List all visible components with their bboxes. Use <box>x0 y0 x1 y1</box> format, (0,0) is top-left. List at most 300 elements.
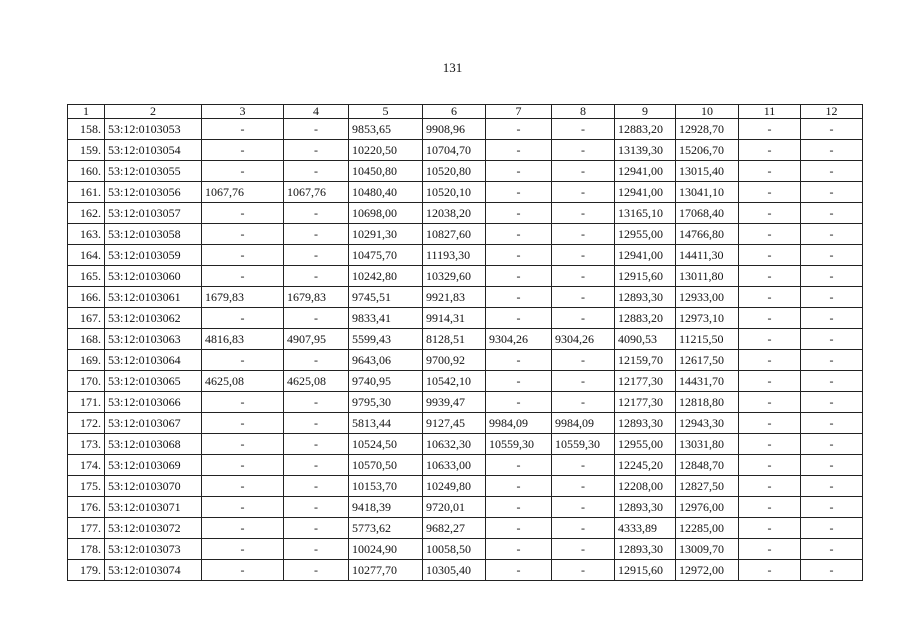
value-cell: 12972,00 <box>676 560 739 581</box>
value-cell: 12617,50 <box>676 350 739 371</box>
value-cell: - <box>552 140 615 161</box>
value-cell: - <box>202 518 284 539</box>
value-cell: 14431,70 <box>676 371 739 392</box>
value-cell: 12976,00 <box>676 497 739 518</box>
column-header-10: 10 <box>676 105 739 119</box>
value-cell: - <box>801 182 863 203</box>
value-cell: 12159,70 <box>615 350 676 371</box>
value-cell: - <box>284 266 349 287</box>
value-cell: - <box>801 140 863 161</box>
value-cell: 1679,83 <box>202 287 284 308</box>
value-cell: 12941,00 <box>615 161 676 182</box>
value-cell: - <box>202 350 284 371</box>
cadastral-number-cell: 53:12:0103071 <box>105 497 202 518</box>
value-cell: 9984,09 <box>486 413 552 434</box>
value-cell: - <box>202 308 284 329</box>
row-number-cell: 176. <box>68 497 105 518</box>
value-cell: 17068,40 <box>676 203 739 224</box>
value-cell: 13041,10 <box>676 182 739 203</box>
value-cell: - <box>739 119 801 140</box>
row-number-cell: 170. <box>68 371 105 392</box>
row-number-cell: 178. <box>68 539 105 560</box>
value-cell: - <box>284 455 349 476</box>
value-cell: - <box>801 350 863 371</box>
value-cell: - <box>739 350 801 371</box>
value-cell: 10291,30 <box>349 224 423 245</box>
table-row <box>68 560 863 581</box>
row-number-cell: 166. <box>68 287 105 308</box>
value-cell: 13015,40 <box>676 161 739 182</box>
cadastral-number-cell: 53:12:0103056 <box>105 182 202 203</box>
value-cell: - <box>801 371 863 392</box>
value-cell: 12177,30 <box>615 392 676 413</box>
value-cell: - <box>801 476 863 497</box>
value-cell: 9745,51 <box>349 287 423 308</box>
cadastral-number-cell: 53:12:0103065 <box>105 371 202 392</box>
value-cell: - <box>801 329 863 350</box>
value-cell: 12973,10 <box>676 308 739 329</box>
cadastral-number-cell: 53:12:0103073 <box>105 539 202 560</box>
value-cell: - <box>284 476 349 497</box>
cadastral-number-cell: 53:12:0103058 <box>105 224 202 245</box>
value-cell: - <box>801 497 863 518</box>
value-cell: 10305,40 <box>423 560 486 581</box>
value-cell: - <box>284 140 349 161</box>
row-number-cell: 167. <box>68 308 105 329</box>
cadastral-number-cell: 53:12:0103055 <box>105 161 202 182</box>
value-cell: - <box>486 287 552 308</box>
value-cell: - <box>801 434 863 455</box>
value-cell: 9833,41 <box>349 308 423 329</box>
value-cell: - <box>284 350 349 371</box>
value-cell: - <box>739 455 801 476</box>
value-cell: - <box>486 350 552 371</box>
cadastral-number-cell: 53:12:0103062 <box>105 308 202 329</box>
value-cell: 9740,95 <box>349 371 423 392</box>
table-row <box>68 308 863 329</box>
value-cell: 10542,10 <box>423 371 486 392</box>
value-cell: 1067,76 <box>284 182 349 203</box>
value-cell: - <box>202 161 284 182</box>
row-number-cell: 175. <box>68 476 105 497</box>
value-cell: - <box>552 182 615 203</box>
column-header-2: 2 <box>105 105 202 119</box>
row-number-cell: 177. <box>68 518 105 539</box>
value-cell: 10698,00 <box>349 203 423 224</box>
value-cell: - <box>801 308 863 329</box>
row-number-cell: 168. <box>68 329 105 350</box>
table-row <box>68 413 863 434</box>
cadastral-number-cell: 53:12:0103066 <box>105 392 202 413</box>
value-cell: 9418,39 <box>349 497 423 518</box>
table-row <box>68 119 863 140</box>
value-cell: 12177,30 <box>615 371 676 392</box>
value-cell: 4333,89 <box>615 518 676 539</box>
column-header-5: 5 <box>349 105 423 119</box>
cadastral-number-cell: 53:12:0103061 <box>105 287 202 308</box>
value-cell: 12893,30 <box>615 497 676 518</box>
value-cell: - <box>284 413 349 434</box>
value-cell: - <box>202 392 284 413</box>
row-number-cell: 172. <box>68 413 105 434</box>
value-cell: - <box>739 287 801 308</box>
value-cell: - <box>202 476 284 497</box>
value-cell: - <box>486 140 552 161</box>
row-number-cell: 174. <box>68 455 105 476</box>
value-cell: - <box>552 245 615 266</box>
value-cell: 9914,31 <box>423 308 486 329</box>
cadastral-number-cell: 53:12:0103063 <box>105 329 202 350</box>
row-number-cell: 171. <box>68 392 105 413</box>
value-cell: 13031,80 <box>676 434 739 455</box>
value-cell: - <box>739 413 801 434</box>
value-cell: 10220,50 <box>349 140 423 161</box>
row-number-cell: 161. <box>68 182 105 203</box>
value-cell: 12915,60 <box>615 560 676 581</box>
table-row <box>68 455 863 476</box>
value-cell: 13139,30 <box>615 140 676 161</box>
value-cell: 5813,44 <box>349 413 423 434</box>
value-cell: - <box>739 182 801 203</box>
value-cell: - <box>552 371 615 392</box>
value-cell: - <box>284 161 349 182</box>
value-cell: 9908,96 <box>423 119 486 140</box>
value-cell: - <box>739 434 801 455</box>
column-header-7: 7 <box>486 105 552 119</box>
cadastral-number-cell: 53:12:0103070 <box>105 476 202 497</box>
value-cell: 10827,60 <box>423 224 486 245</box>
value-cell: - <box>552 224 615 245</box>
value-cell: 12893,30 <box>615 413 676 434</box>
value-cell: - <box>486 308 552 329</box>
value-cell: 15206,70 <box>676 140 739 161</box>
value-cell: 12928,70 <box>676 119 739 140</box>
value-cell: 10480,40 <box>349 182 423 203</box>
table-row <box>68 266 863 287</box>
value-cell: - <box>202 224 284 245</box>
table-row <box>68 161 863 182</box>
value-cell: - <box>486 392 552 413</box>
value-cell: 9984,09 <box>552 413 615 434</box>
column-header-4: 4 <box>284 105 349 119</box>
row-number-cell: 163. <box>68 224 105 245</box>
value-cell: 9700,92 <box>423 350 486 371</box>
value-cell: - <box>739 518 801 539</box>
table-row <box>68 182 863 203</box>
value-cell: 12848,70 <box>676 455 739 476</box>
table-row <box>68 476 863 497</box>
value-cell: 10450,80 <box>349 161 423 182</box>
value-cell: - <box>552 119 615 140</box>
value-cell: - <box>801 266 863 287</box>
page-number: 131 <box>442 60 463 75</box>
value-cell: 10559,30 <box>552 434 615 455</box>
value-cell: - <box>739 497 801 518</box>
value-cell: 12955,00 <box>615 434 676 455</box>
value-cell: 10704,70 <box>423 140 486 161</box>
value-cell: 9921,83 <box>423 287 486 308</box>
value-cell: 9304,26 <box>552 329 615 350</box>
value-cell: 10153,70 <box>349 476 423 497</box>
value-cell: - <box>486 371 552 392</box>
value-cell: - <box>284 560 349 581</box>
value-cell: 14411,30 <box>676 245 739 266</box>
column-header-1: 1 <box>68 105 105 119</box>
value-cell: - <box>284 518 349 539</box>
value-cell: 11193,30 <box>423 245 486 266</box>
value-cell: - <box>486 224 552 245</box>
value-cell: 4907,95 <box>284 329 349 350</box>
column-header-12: 12 <box>801 105 863 119</box>
value-cell: - <box>739 371 801 392</box>
value-cell: - <box>202 203 284 224</box>
value-cell: 10570,50 <box>349 455 423 476</box>
value-cell: - <box>801 539 863 560</box>
value-cell: - <box>552 161 615 182</box>
value-cell: 8128,51 <box>423 329 486 350</box>
table-row <box>68 329 863 350</box>
value-cell: 10632,30 <box>423 434 486 455</box>
row-number-cell: 158. <box>68 119 105 140</box>
cadastral-number-cell: 53:12:0103053 <box>105 119 202 140</box>
value-cell: - <box>801 224 863 245</box>
value-cell: 10242,80 <box>349 266 423 287</box>
value-cell: - <box>486 119 552 140</box>
value-cell: - <box>552 539 615 560</box>
row-number-cell: 160. <box>68 161 105 182</box>
value-cell: - <box>552 560 615 581</box>
row-number-cell: 164. <box>68 245 105 266</box>
value-cell: 9682,27 <box>423 518 486 539</box>
cadastral-table <box>67 104 863 581</box>
value-cell: - <box>552 497 615 518</box>
value-cell: 9643,06 <box>349 350 423 371</box>
value-cell: - <box>552 266 615 287</box>
value-cell: 12955,00 <box>615 224 676 245</box>
value-cell: 5599,43 <box>349 329 423 350</box>
cadastral-number-cell: 53:12:0103060 <box>105 266 202 287</box>
value-cell: - <box>202 497 284 518</box>
cadastral-number-cell: 53:12:0103064 <box>105 350 202 371</box>
value-cell: - <box>202 266 284 287</box>
table-row <box>68 287 863 308</box>
value-cell: 10277,70 <box>349 560 423 581</box>
column-header-9: 9 <box>615 105 676 119</box>
table-row <box>68 392 863 413</box>
value-cell: 9127,45 <box>423 413 486 434</box>
value-cell: 12038,20 <box>423 203 486 224</box>
value-cell: - <box>486 476 552 497</box>
cadastral-number-cell: 53:12:0103067 <box>105 413 202 434</box>
value-cell: - <box>202 455 284 476</box>
value-cell: 12941,00 <box>615 245 676 266</box>
cadastral-number-cell: 53:12:0103072 <box>105 518 202 539</box>
cadastral-number-cell: 53:12:0103069 <box>105 455 202 476</box>
cadastral-number-cell: 53:12:0103068 <box>105 434 202 455</box>
value-cell: - <box>284 224 349 245</box>
table-row <box>68 434 863 455</box>
value-cell: 12827,50 <box>676 476 739 497</box>
table-row <box>68 539 863 560</box>
value-cell: 12915,60 <box>615 266 676 287</box>
value-cell: - <box>284 539 349 560</box>
value-cell: 9853,65 <box>349 119 423 140</box>
value-cell: 9795,30 <box>349 392 423 413</box>
value-cell: 10633,00 <box>423 455 486 476</box>
table-row <box>68 518 863 539</box>
value-cell: 12208,00 <box>615 476 676 497</box>
value-cell: - <box>739 203 801 224</box>
value-cell: 13165,10 <box>615 203 676 224</box>
value-cell: 1067,76 <box>202 182 284 203</box>
column-header-8: 8 <box>552 105 615 119</box>
value-cell: 10559,30 <box>486 434 552 455</box>
value-cell: 12818,80 <box>676 392 739 413</box>
value-cell: 4090,53 <box>615 329 676 350</box>
value-cell: - <box>486 560 552 581</box>
value-cell: 4816,83 <box>202 329 284 350</box>
value-cell: 4625,08 <box>284 371 349 392</box>
value-cell: - <box>552 287 615 308</box>
value-cell: 13011,80 <box>676 266 739 287</box>
value-cell: - <box>739 476 801 497</box>
value-cell: - <box>202 539 284 560</box>
value-cell: 13009,70 <box>676 539 739 560</box>
value-cell: - <box>486 518 552 539</box>
value-cell: - <box>552 455 615 476</box>
value-cell: 12943,30 <box>676 413 739 434</box>
value-cell: - <box>202 245 284 266</box>
value-cell: - <box>486 161 552 182</box>
value-cell: - <box>801 161 863 182</box>
value-cell: - <box>552 308 615 329</box>
value-cell: 1679,83 <box>284 287 349 308</box>
row-number-cell: 173. <box>68 434 105 455</box>
value-cell: - <box>284 308 349 329</box>
table-row <box>68 371 863 392</box>
value-cell: - <box>486 539 552 560</box>
value-cell: - <box>801 413 863 434</box>
value-cell: - <box>739 266 801 287</box>
value-cell: - <box>801 455 863 476</box>
value-cell: - <box>739 140 801 161</box>
value-cell: 4625,08 <box>202 371 284 392</box>
value-cell: - <box>801 392 863 413</box>
column-header-3: 3 <box>202 105 284 119</box>
table-header-row <box>68 105 863 119</box>
value-cell: - <box>739 245 801 266</box>
value-cell: - <box>552 392 615 413</box>
row-number-cell: 165. <box>68 266 105 287</box>
value-cell: - <box>486 182 552 203</box>
value-cell: - <box>801 560 863 581</box>
value-cell: 10520,80 <box>423 161 486 182</box>
row-number-cell: 179. <box>68 560 105 581</box>
table-row <box>68 350 863 371</box>
value-cell: 12933,00 <box>676 287 739 308</box>
value-cell: - <box>552 203 615 224</box>
cadastral-number-cell: 53:12:0103054 <box>105 140 202 161</box>
table-body <box>68 119 863 581</box>
value-cell: - <box>284 245 349 266</box>
value-cell: 14766,80 <box>676 224 739 245</box>
value-cell: - <box>284 119 349 140</box>
value-cell: - <box>284 434 349 455</box>
value-cell: - <box>801 119 863 140</box>
value-cell: 12941,00 <box>615 182 676 203</box>
value-cell: - <box>486 266 552 287</box>
value-cell: - <box>801 287 863 308</box>
value-cell: - <box>202 119 284 140</box>
value-cell: - <box>739 224 801 245</box>
cadastral-number-cell: 53:12:0103057 <box>105 203 202 224</box>
value-cell: 10475,70 <box>349 245 423 266</box>
row-number-cell: 169. <box>68 350 105 371</box>
value-cell: - <box>284 497 349 518</box>
value-cell: 10520,10 <box>423 182 486 203</box>
value-cell: 12883,20 <box>615 119 676 140</box>
row-number-cell: 162. <box>68 203 105 224</box>
value-cell: 10329,60 <box>423 266 486 287</box>
value-cell: 5773,62 <box>349 518 423 539</box>
value-cell: - <box>801 245 863 266</box>
value-cell: - <box>739 329 801 350</box>
value-cell: 12285,00 <box>676 518 739 539</box>
value-cell: - <box>739 392 801 413</box>
value-cell: - <box>486 245 552 266</box>
value-cell: - <box>486 203 552 224</box>
value-cell: - <box>552 476 615 497</box>
value-cell: - <box>486 455 552 476</box>
table-row <box>68 245 863 266</box>
value-cell: 9304,26 <box>486 329 552 350</box>
table-row <box>68 203 863 224</box>
value-cell: 12893,30 <box>615 539 676 560</box>
table-row <box>68 140 863 161</box>
value-cell: 11215,50 <box>676 329 739 350</box>
value-cell: - <box>202 140 284 161</box>
value-cell: 12893,30 <box>615 287 676 308</box>
cadastral-number-cell: 53:12:0103074 <box>105 560 202 581</box>
value-cell: - <box>801 518 863 539</box>
value-cell: - <box>202 413 284 434</box>
value-cell: - <box>739 539 801 560</box>
cadastral-number-cell: 53:12:0103059 <box>105 245 202 266</box>
value-cell: - <box>739 161 801 182</box>
value-cell: - <box>202 560 284 581</box>
value-cell: - <box>284 203 349 224</box>
value-cell: - <box>552 518 615 539</box>
column-header-6: 6 <box>423 105 486 119</box>
value-cell: 12883,20 <box>615 308 676 329</box>
value-cell: 9720,01 <box>423 497 486 518</box>
value-cell: 10249,80 <box>423 476 486 497</box>
value-cell: 9939,47 <box>423 392 486 413</box>
value-cell: - <box>739 560 801 581</box>
value-cell: - <box>486 497 552 518</box>
value-cell: 10524,50 <box>349 434 423 455</box>
value-cell: - <box>552 350 615 371</box>
value-cell: 12245,20 <box>615 455 676 476</box>
value-cell: - <box>284 392 349 413</box>
value-cell: - <box>202 434 284 455</box>
value-cell: - <box>739 308 801 329</box>
value-cell: 10058,50 <box>423 539 486 560</box>
row-number-cell: 159. <box>68 140 105 161</box>
value-cell: 10024,90 <box>349 539 423 560</box>
value-cell: - <box>801 203 863 224</box>
table-row <box>68 224 863 245</box>
